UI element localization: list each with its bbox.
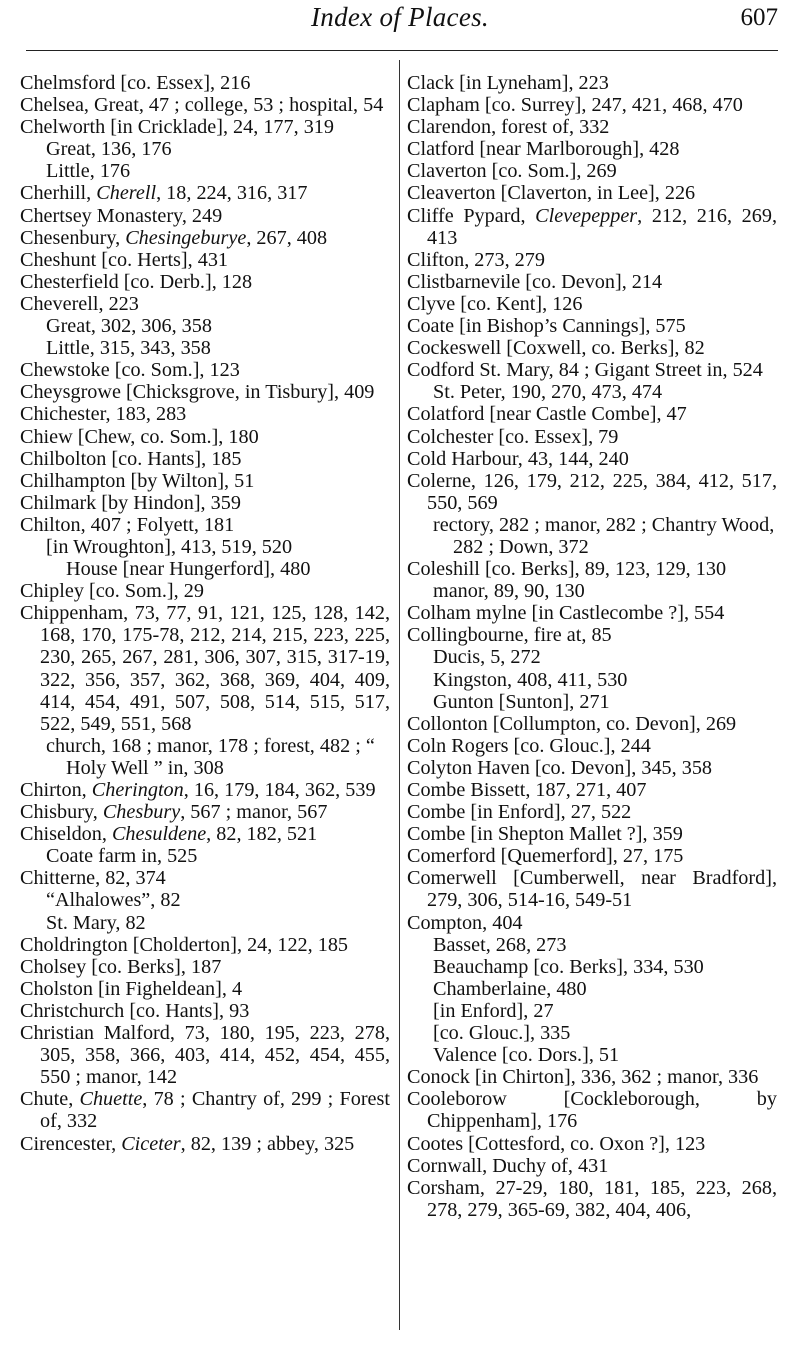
index-entry: Chipley [co. Som.], 29 bbox=[20, 580, 204, 603]
entry-place: Chiseldon, bbox=[20, 823, 112, 846]
index-entry bbox=[20, 779, 390, 801]
index-entry: Codford St. Mary, 84 ; Gigant Street in, 524 bbox=[407, 359, 763, 382]
index-entry: Cootes [Cottesford, co. Oxon ?], 123 bbox=[407, 1132, 706, 1155]
entry-pages: , 82, 182, 521 bbox=[206, 823, 318, 846]
entry-pages: , 567 ; manor, 567 bbox=[180, 801, 328, 824]
index-entry: Combe [in Enford], 27, 522 bbox=[407, 801, 632, 824]
index-entry: Colatford [near Castle Combe], 47 bbox=[407, 403, 687, 426]
index-subentry: Gunton [Sunton], 271 bbox=[433, 690, 610, 713]
index-entry: Cheshunt [co. Herts], 431 bbox=[20, 248, 229, 271]
index-entry: Combe Bissett, 187, 271, 407 bbox=[407, 779, 647, 801]
entry-pages: , 78 ; Chantry of, 299 ; Forest of, 332 bbox=[40, 1088, 390, 1133]
header-rule bbox=[26, 50, 778, 51]
index-entry bbox=[20, 1133, 390, 1155]
index-entry: Cooleborow [Cockleborough, by Chippenham], 176 bbox=[407, 1088, 777, 1133]
entry-variant-spelling: Clevepepper bbox=[535, 204, 638, 227]
index-entry: Chewstoke [co. Som.], 123 bbox=[20, 359, 240, 382]
index-entry: Combe [in Shepton Mallet ?], 359 bbox=[407, 823, 683, 846]
column-divider bbox=[399, 60, 400, 1330]
entry-place: Chirton, bbox=[20, 779, 92, 801]
index-entry bbox=[407, 205, 777, 249]
index-entry bbox=[20, 227, 390, 249]
index-subentry: Great, 136, 176 bbox=[46, 138, 172, 161]
index-entry: Colyton Haven [co. Devon], 345, 358 bbox=[407, 756, 713, 779]
index-entry bbox=[20, 823, 390, 845]
entry-variant-spelling: Cherington bbox=[91, 779, 184, 801]
entry-place: Cirencester, bbox=[20, 1132, 122, 1155]
index-entry: Chilton, 407 ; Folyett, 181 bbox=[20, 513, 235, 536]
page-header bbox=[0, 0, 800, 52]
index-entry: Clistbarnevile [co. Devon], 214 bbox=[407, 270, 663, 293]
index-entry: Chertsey Monastery, 249 bbox=[20, 204, 223, 227]
index-entry: Chilbolton [co. Hants], 185 bbox=[20, 447, 242, 470]
index-entry: Cheverell, 223 bbox=[20, 292, 139, 315]
index-entry: Colerne, 126, 179, 212, 225, 384, 412, 517, 550, 569 bbox=[407, 469, 777, 514]
entry-place: Chute, bbox=[20, 1088, 80, 1111]
index-entry: Christian Malford, 73, 180, 195, 223, 278, 305, 358, 366, 403, 414, 452, 454, 455, 550 ; manor, 142 bbox=[20, 1022, 390, 1089]
index-entry: Claverton [co. Som.], 269 bbox=[407, 160, 617, 183]
index-subentry: St. Mary, 82 bbox=[46, 911, 146, 934]
index-subentry: manor, 89, 90, 130 bbox=[433, 580, 585, 603]
index-subentry: Great, 302, 306, 358 bbox=[46, 315, 212, 338]
index-entry: Cholsey [co. Berks], 187 bbox=[20, 955, 222, 978]
index-entry: Clifton, 273, 279 bbox=[407, 248, 545, 271]
index-entry bbox=[20, 182, 390, 204]
index-entry: Christchurch [co. Hants], 93 bbox=[20, 999, 250, 1022]
index-entry: Cholston [in Figheldean], 4 bbox=[20, 977, 243, 1000]
entry-place: Cliffe Pypard, bbox=[407, 204, 536, 227]
index-subentry: Valence [co. Dors.], 51 bbox=[433, 1044, 620, 1067]
entry-pages: , 267, 408 bbox=[246, 226, 328, 249]
entry-place: Chisbury, bbox=[20, 801, 103, 824]
index-subentry: [co. Glouc.], 335 bbox=[433, 1022, 571, 1045]
index-subentry: Coate farm in, 525 bbox=[46, 845, 198, 868]
index-subentry: rectory, 282 ; manor, 282 ; Chantry Wood, 282 ; Down, 372 bbox=[433, 513, 775, 558]
index-entry: Comerwell [Cumberwell, near Bradford], 279, 306, 514-16, 549-51 bbox=[407, 867, 777, 912]
index-entry: Cornwall, Duchy of, 431 bbox=[407, 1154, 609, 1177]
index-subentry: St. Peter, 190, 270, 473, 474 bbox=[433, 381, 663, 404]
entry-place: Chesenbury, bbox=[20, 226, 126, 249]
index-entry: Colham mylne [in Castlecombe ?], 554 bbox=[407, 602, 725, 625]
index-entry: Comerford [Quemerford], 27, 175 bbox=[407, 845, 684, 868]
index-entry: Coleshill [co. Berks], 89, 123, 129, 130 bbox=[407, 558, 727, 581]
entry-variant-spelling: Chesingeburye bbox=[125, 226, 247, 249]
index-entry: Cleaverton [Claverton, in Lee], 226 bbox=[407, 182, 696, 205]
entry-pages: , 18, 224, 316, 317 bbox=[156, 182, 308, 205]
index-subentry: Little, 315, 343, 358 bbox=[46, 337, 211, 360]
page-number: 607 bbox=[740, 4, 778, 31]
index-entry bbox=[20, 1088, 390, 1132]
left-column bbox=[20, 72, 390, 1155]
index-entry: Chichester, 183, 283 bbox=[20, 403, 187, 426]
index-subentry: Basset, 268, 273 bbox=[433, 933, 567, 956]
page-title: Index of Places. bbox=[311, 2, 489, 32]
index-entry: Chelsea, Great, 47 ; college, 53 ; hospital, 54 bbox=[20, 94, 384, 117]
entry-variant-spelling: Chesbury bbox=[102, 801, 181, 824]
index-entry: Colchester [co. Essex], 79 bbox=[407, 425, 619, 448]
index-subentry: church, 168 ; manor, 178 ; forest, 482 ; “ Holy Well ” in, 308 bbox=[46, 734, 375, 779]
index-entry: Coate [in Bishop’s Cannings], 575 bbox=[407, 315, 686, 338]
right-column bbox=[407, 72, 777, 1221]
entry-pages: , 82, 139 ; abbey, 325 bbox=[180, 1132, 355, 1155]
index-entry: Chilhampton [by Wilton], 51 bbox=[20, 469, 255, 492]
index-entry: Clapham [co. Surrey], 247, 421, 468, 470 bbox=[407, 94, 743, 117]
index-entry: Chelworth [in Cricklade], 24, 177, 319 bbox=[20, 116, 334, 139]
index-subentry: Beauchamp [co. Berks], 334, 530 bbox=[433, 955, 704, 978]
entry-variant-spelling: Cherell bbox=[96, 182, 157, 205]
index-subentry: Ducis, 5, 272 bbox=[433, 646, 541, 669]
index-subentry: Chamberlaine, 480 bbox=[433, 977, 587, 1000]
entry-place: Cherhill, bbox=[20, 182, 97, 205]
index-entry: Collingbourne, fire at, 85 bbox=[407, 624, 612, 647]
index-entry: Cold Harbour, 43, 144, 240 bbox=[407, 447, 629, 470]
index-entry bbox=[20, 801, 390, 823]
index-entry: Chitterne, 82, 374 bbox=[20, 867, 166, 890]
index-entry: Clarendon, forest of, 332 bbox=[407, 116, 610, 139]
index-subentry: [in Wroughton], 413, 519, 520 bbox=[46, 535, 293, 558]
index-entry: Clatford [near Marlborough], 428 bbox=[407, 138, 680, 161]
index-subentry: Little, 176 bbox=[46, 160, 131, 183]
index-entry: Chilmark [by Hindon], 359 bbox=[20, 491, 241, 514]
index-entry: Choldrington [Cholderton], 24, 122, 185 bbox=[20, 933, 349, 956]
entry-variant-spelling: Ciceter bbox=[121, 1132, 181, 1155]
index-subentry: Kingston, 408, 411, 530 bbox=[433, 668, 628, 691]
index-entry: Coln Rogers [co. Glouc.], 244 bbox=[407, 734, 651, 757]
index-entry: Cheysgrowe [Chicksgrove, in Tisbury], 409 bbox=[20, 381, 375, 404]
index-entry: Clyve [co. Kent], 126 bbox=[407, 292, 583, 315]
entry-pages: , 16, 179, 184, 362, 539 bbox=[183, 779, 376, 801]
index-entry: Collonton [Collumpton, co. Devon], 269 bbox=[407, 712, 737, 735]
entry-pages: , 212, 216, 269, 413 bbox=[427, 204, 777, 249]
entry-variant-spelling: Chuette bbox=[79, 1088, 143, 1111]
index-subentry: “Alhalowes”, 82 bbox=[46, 889, 181, 912]
entry-variant-spelling: Chesuldene bbox=[111, 823, 207, 846]
index-entry: Chelmsford [co. Essex], 216 bbox=[20, 72, 251, 94]
index-entry: Compton, 404 bbox=[407, 911, 523, 934]
index-entry: Cockeswell [Coxwell, co. Berks], 82 bbox=[407, 337, 705, 360]
index-entry: Corsham, 27-29, 180, 181, 185, 223, 268, 278, 279, 365-69, 382, 404, 406, bbox=[407, 1176, 777, 1221]
index-entry: Clack [in Lyneham], 223 bbox=[407, 72, 609, 94]
index-entry: Chiew [Chew, co. Som.], 180 bbox=[20, 425, 259, 448]
index-entry: Chesterfield [co. Derb.], 128 bbox=[20, 270, 253, 293]
index-entry: Conock [in Chirton], 336, 362 ; manor, 336 bbox=[407, 1066, 759, 1089]
index-subentry: House [near Hungerford], 480 bbox=[66, 558, 311, 581]
index-entry: Chippenham, 73, 77, 91, 121, 125, 128, 142, 168, 170, 175-78, 212, 214, 215, 223, 225, 230, 265, 267, 281, 306, 307, 315, 317-19, 322, 356, 357, 362, 368, 369, 404, 409, 414, 454, 491, 507, 508, 514, 515, 517, 522, 549, 551, 568 bbox=[20, 602, 390, 735]
index-subentry: [in Enford], 27 bbox=[433, 999, 554, 1022]
